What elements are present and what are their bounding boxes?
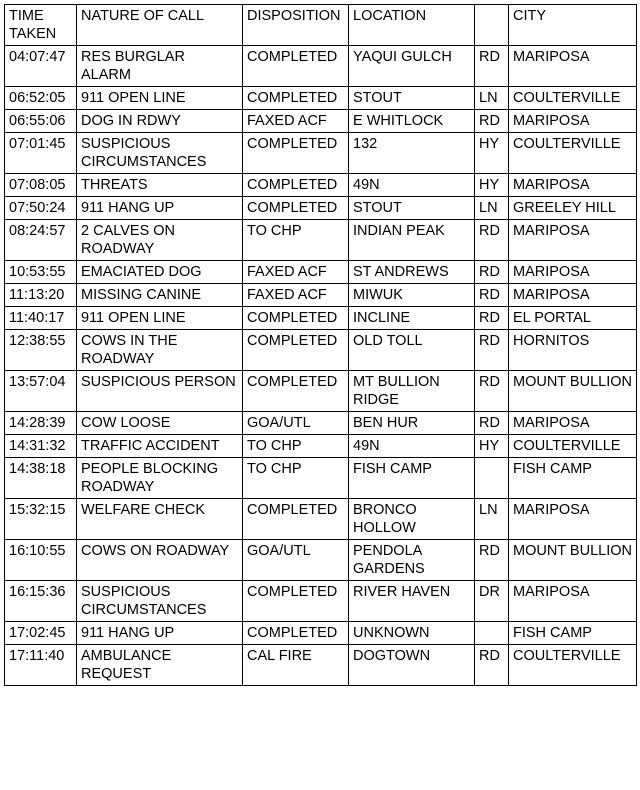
cell-location: 132 xyxy=(349,133,475,174)
table-row xyxy=(5,110,637,133)
cell-disposition: COMPLETED xyxy=(243,307,349,330)
cell-location: E WHITLOCK xyxy=(349,110,475,133)
table-row xyxy=(5,197,637,220)
cell-road-suffix xyxy=(475,458,509,499)
cell-nature-of-call: AMBULANCE REQUEST xyxy=(77,645,243,686)
table-row xyxy=(5,220,637,261)
cell-city: MARIPOSA xyxy=(509,220,637,261)
cell-location: INDIAN PEAK xyxy=(349,220,475,261)
cell-location: UNKNOWN xyxy=(349,622,475,645)
cell-time: 17:11:40 xyxy=(5,645,77,686)
cell-nature-of-call: 911 HANG UP xyxy=(77,197,243,220)
cell-city: GREELEY HILL xyxy=(509,197,637,220)
cell-disposition: COMPLETED xyxy=(243,622,349,645)
cell-city: MARIPOSA xyxy=(509,499,637,540)
cell-time: 15:32:15 xyxy=(5,499,77,540)
cell-location: YAQUI GULCH xyxy=(349,46,475,87)
cell-nature-of-call: MISSING CANINE xyxy=(77,284,243,307)
table-row xyxy=(5,412,637,435)
cell-disposition: COMPLETED xyxy=(243,133,349,174)
cell-location: STOUT xyxy=(349,87,475,110)
cell-nature-of-call: 911 OPEN LINE xyxy=(77,307,243,330)
cell-disposition: COMPLETED xyxy=(243,581,349,622)
table-row xyxy=(5,581,637,622)
cell-city: FISH CAMP xyxy=(509,622,637,645)
cell-city: MARIPOSA xyxy=(509,174,637,197)
cell-road-suffix xyxy=(475,622,509,645)
table-row xyxy=(5,435,637,458)
header-city: CITY xyxy=(509,5,637,46)
cell-time: 11:13:20 xyxy=(5,284,77,307)
cell-disposition: TO CHP xyxy=(243,458,349,499)
cell-city: MOUNT BULLION xyxy=(509,540,637,581)
cell-road-suffix: RD xyxy=(475,110,509,133)
cell-time: 11:40:17 xyxy=(5,307,77,330)
cell-disposition: COMPLETED xyxy=(243,197,349,220)
cell-location: MT BULLION RIDGE xyxy=(349,371,475,412)
cell-location: MIWUK xyxy=(349,284,475,307)
header-suffix xyxy=(475,5,509,46)
cell-road-suffix: RD xyxy=(475,46,509,87)
cell-nature-of-call: 911 HANG UP xyxy=(77,622,243,645)
cell-road-suffix: HY xyxy=(475,174,509,197)
cell-location: ST ANDREWS xyxy=(349,261,475,284)
table-row xyxy=(5,307,637,330)
cell-location: 49N xyxy=(349,435,475,458)
cell-nature-of-call: TRAFFIC ACCIDENT xyxy=(77,435,243,458)
cell-disposition: COMPLETED xyxy=(243,174,349,197)
cell-nature-of-call: PEOPLE BLOCKING ROADWAY xyxy=(77,458,243,499)
cell-time: 16:10:55 xyxy=(5,540,77,581)
table-row xyxy=(5,174,637,197)
cell-city: MARIPOSA xyxy=(509,284,637,307)
cell-time: 07:08:05 xyxy=(5,174,77,197)
cell-city: COULTERVILLE xyxy=(509,645,637,686)
cell-road-suffix: HY xyxy=(475,435,509,458)
cell-nature-of-call: RES BURGLAR ALARM xyxy=(77,46,243,87)
cell-time: 14:38:18 xyxy=(5,458,77,499)
cell-time: 14:28:39 xyxy=(5,412,77,435)
header-time-taken: TIME TAKEN xyxy=(5,5,77,46)
cell-road-suffix: RD xyxy=(475,307,509,330)
cell-location: FISH CAMP xyxy=(349,458,475,499)
cell-road-suffix: LN xyxy=(475,499,509,540)
cell-time: 16:15:36 xyxy=(5,581,77,622)
cell-disposition: CAL FIRE xyxy=(243,645,349,686)
cell-city: MARIPOSA xyxy=(509,110,637,133)
cell-nature-of-call: COWS ON ROADWAY xyxy=(77,540,243,581)
cell-road-suffix: RD xyxy=(475,330,509,371)
header-nature-of-call: NATURE OF CALL xyxy=(77,5,243,46)
cell-disposition: COMPLETED xyxy=(243,46,349,87)
cell-disposition: GOA/UTL xyxy=(243,412,349,435)
cell-disposition: COMPLETED xyxy=(243,87,349,110)
cell-time: 07:01:45 xyxy=(5,133,77,174)
cell-disposition: TO CHP xyxy=(243,435,349,458)
cell-location: DOGTOWN xyxy=(349,645,475,686)
cell-nature-of-call: EMACIATED DOG xyxy=(77,261,243,284)
table-row xyxy=(5,330,637,371)
cell-time: 06:52:05 xyxy=(5,87,77,110)
cell-road-suffix: LN xyxy=(475,87,509,110)
cell-nature-of-call: 2 CALVES ON ROADWAY xyxy=(77,220,243,261)
cell-disposition: COMPLETED xyxy=(243,499,349,540)
cell-disposition: COMPLETED xyxy=(243,330,349,371)
cell-time: 14:31:32 xyxy=(5,435,77,458)
cell-time: 10:53:55 xyxy=(5,261,77,284)
cell-city: COULTERVILLE xyxy=(509,133,637,174)
table-row xyxy=(5,499,637,540)
cell-city: MARIPOSA xyxy=(509,261,637,284)
cell-time: 17:02:45 xyxy=(5,622,77,645)
cell-disposition: FAXED ACF xyxy=(243,284,349,307)
cell-disposition: GOA/UTL xyxy=(243,540,349,581)
cell-time: 06:55:06 xyxy=(5,110,77,133)
cell-time: 07:50:24 xyxy=(5,197,77,220)
table-row xyxy=(5,540,637,581)
table-row xyxy=(5,133,637,174)
cell-time: 12:38:55 xyxy=(5,330,77,371)
cell-city: EL PORTAL xyxy=(509,307,637,330)
table-header-row xyxy=(5,5,637,46)
cell-city: MARIPOSA xyxy=(509,581,637,622)
cell-road-suffix: RD xyxy=(475,371,509,412)
cell-time: 08:24:57 xyxy=(5,220,77,261)
cell-nature-of-call: WELFARE CHECK xyxy=(77,499,243,540)
cell-time: 04:07:47 xyxy=(5,46,77,87)
cell-city: FISH CAMP xyxy=(509,458,637,499)
cell-location: INCLINE xyxy=(349,307,475,330)
cell-location: PENDOLA GARDENS xyxy=(349,540,475,581)
cell-city: MOUNT BULLION xyxy=(509,371,637,412)
cell-city: HORNITOS xyxy=(509,330,637,371)
table-row xyxy=(5,284,637,307)
header-location: LOCATION xyxy=(349,5,475,46)
cell-road-suffix: RD xyxy=(475,261,509,284)
cell-disposition: FAXED ACF xyxy=(243,261,349,284)
cell-road-suffix: RD xyxy=(475,412,509,435)
cell-nature-of-call: SUSPICIOUS CIRCUMSTANCES xyxy=(77,133,243,174)
cell-location: 49N xyxy=(349,174,475,197)
cell-nature-of-call: SUSPICIOUS PERSON xyxy=(77,371,243,412)
cell-location: BRONCO HOLLOW xyxy=(349,499,475,540)
cell-road-suffix: HY xyxy=(475,133,509,174)
cell-nature-of-call: SUSPICIOUS CIRCUMSTANCES xyxy=(77,581,243,622)
cell-nature-of-call: COWS IN THE ROADWAY xyxy=(77,330,243,371)
table-row xyxy=(5,371,637,412)
cell-road-suffix: RD xyxy=(475,220,509,261)
call-log-table xyxy=(4,4,637,686)
table-row xyxy=(5,46,637,87)
cell-disposition: TO CHP xyxy=(243,220,349,261)
cell-nature-of-call: DOG IN RDWY xyxy=(77,110,243,133)
cell-disposition: FAXED ACF xyxy=(243,110,349,133)
cell-location: BEN HUR xyxy=(349,412,475,435)
cell-location: RIVER HAVEN xyxy=(349,581,475,622)
table-row xyxy=(5,645,637,686)
cell-road-suffix: DR xyxy=(475,581,509,622)
cell-road-suffix: RD xyxy=(475,645,509,686)
cell-city: MARIPOSA xyxy=(509,46,637,87)
cell-city: COULTERVILLE xyxy=(509,87,637,110)
cell-nature-of-call: 911 OPEN LINE xyxy=(77,87,243,110)
cell-disposition: COMPLETED xyxy=(243,371,349,412)
header-disposition: DISPOSITION xyxy=(243,5,349,46)
table-row xyxy=(5,261,637,284)
cell-location: STOUT xyxy=(349,197,475,220)
cell-nature-of-call: COW LOOSE xyxy=(77,412,243,435)
table-row xyxy=(5,622,637,645)
cell-road-suffix: RD xyxy=(475,284,509,307)
cell-nature-of-call: THREATS xyxy=(77,174,243,197)
cell-location: OLD TOLL xyxy=(349,330,475,371)
cell-road-suffix: RD xyxy=(475,540,509,581)
cell-city: MARIPOSA xyxy=(509,412,637,435)
cell-city: COULTERVILLE xyxy=(509,435,637,458)
table-row xyxy=(5,458,637,499)
cell-time: 13:57:04 xyxy=(5,371,77,412)
cell-road-suffix: LN xyxy=(475,197,509,220)
table-row xyxy=(5,87,637,110)
